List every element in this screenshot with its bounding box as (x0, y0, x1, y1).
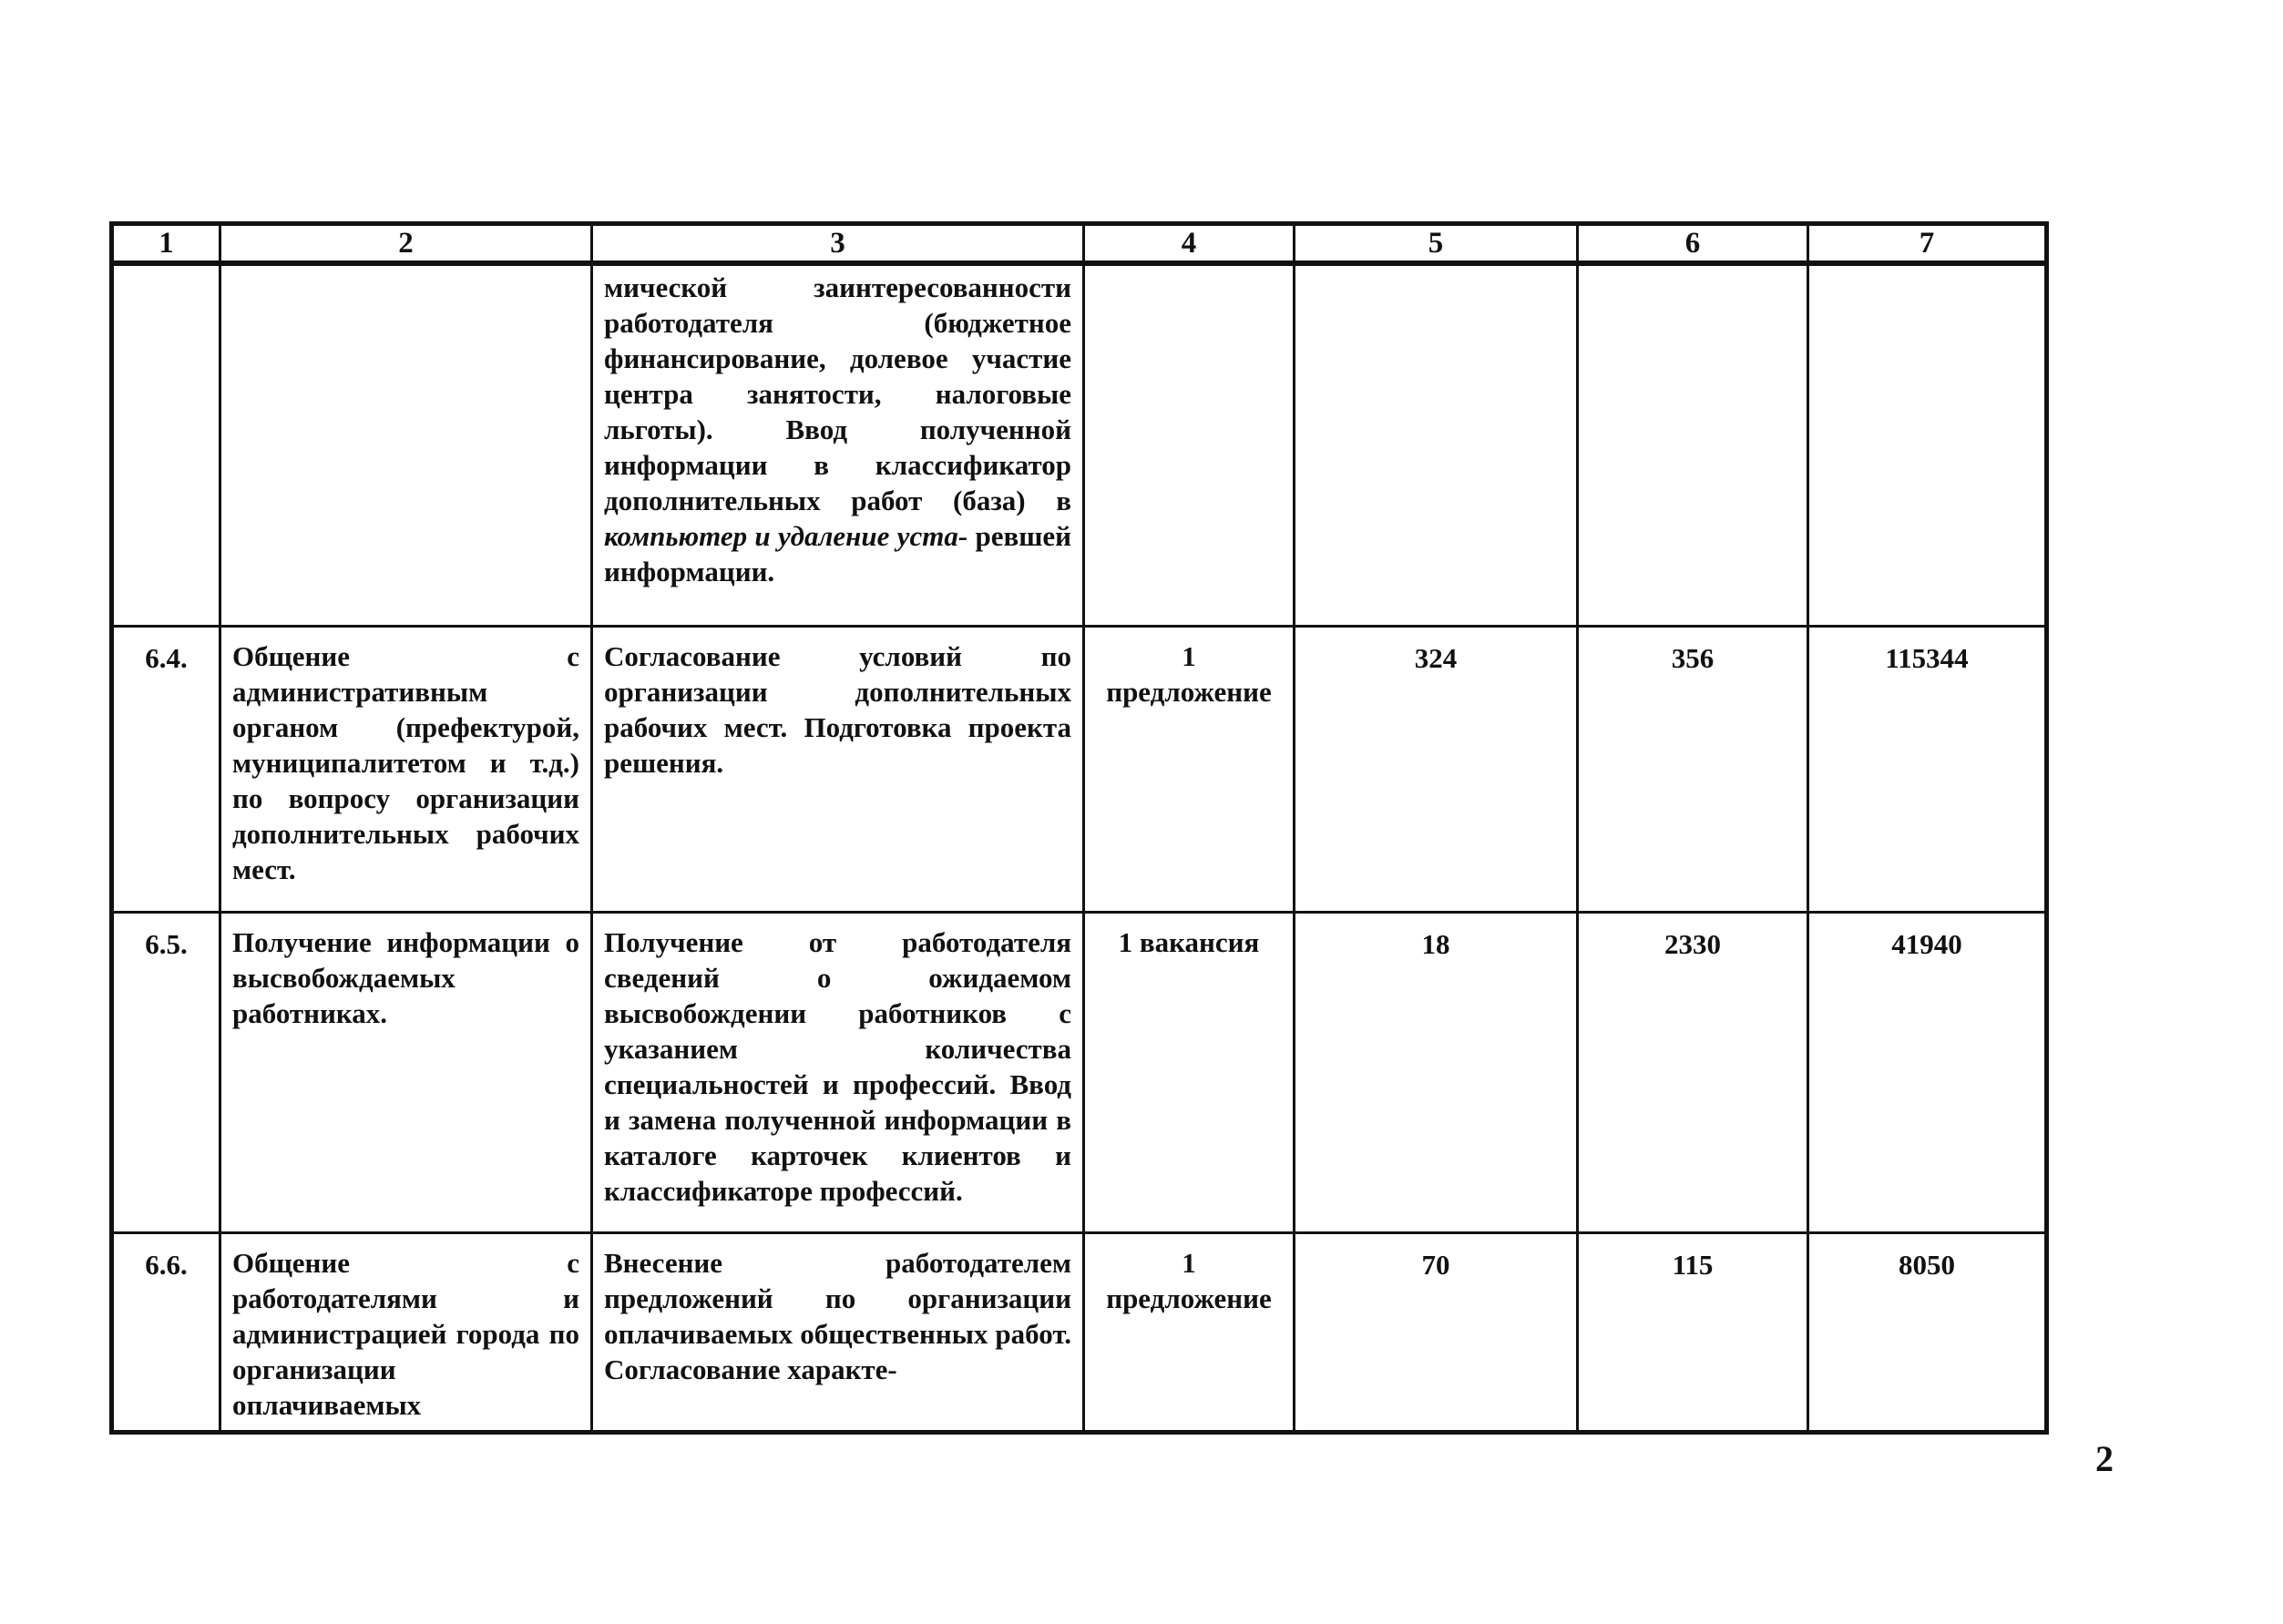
col5-cell (1295, 263, 1578, 626)
operation-cell: Общение с работодателями и администрацией города по организации оплачиваемых (220, 1232, 592, 1432)
row-number: 6.5. (112, 912, 220, 1232)
col6-cell (1578, 263, 1808, 626)
col7-cell: 115344 (1808, 626, 2047, 912)
operation-cell (220, 263, 592, 626)
table-row (112, 912, 2047, 1232)
content-cell: Получение от работодателя сведений о ожидаемом высвобождении работников с указанием количества специальностей и профессий. Ввод и замена полученной информации в каталоге карточек клиентов и классификаторе профессий. (592, 912, 1084, 1232)
header-col-6: 6 (1578, 224, 1808, 264)
header-col-2: 2 (220, 224, 592, 264)
col7-cell (1808, 263, 2047, 626)
page-number: 2 (2095, 1438, 2114, 1479)
col5-cell: 324 (1295, 626, 1578, 912)
content-text: мической заинтересованности работодателя (бюджетное финансирование, долевое участие центра занятости, налоговые льготы). Ввод полученной информации в классификатор дополнительных работ (база) в (604, 271, 1071, 516)
row-number: 6.4. (112, 626, 220, 912)
header-col-7: 7 (1808, 224, 2047, 264)
unit-cell: 1 предложение (1084, 626, 1295, 912)
row-number: 6.6. (112, 1232, 220, 1432)
content-cell: Внесение работодателем предложений по организации оплачиваемых общественных работ. Согласование характе- (592, 1232, 1084, 1432)
header-col-5: 5 (1295, 224, 1578, 264)
col7-cell: 41940 (1808, 912, 2047, 1232)
unit-cell: 1 предложение (1084, 1232, 1295, 1432)
col6-cell: 2330 (1578, 912, 1808, 1232)
table-row (112, 263, 2047, 626)
unit-cell (1084, 263, 1295, 626)
table-row (112, 1232, 2047, 1432)
col5-cell: 18 (1295, 912, 1578, 1232)
unit-cell: 1 вакансия (1084, 912, 1295, 1232)
document-table (109, 221, 2049, 1435)
header-col-3: 3 (592, 224, 1084, 264)
operation-cell: Получение информации о высвобождаемых работниках. (220, 912, 592, 1232)
content-tail-text: ревшей информации. (604, 520, 1071, 587)
header-col-1: 1 (112, 224, 220, 264)
col6-cell: 356 (1578, 626, 1808, 912)
col7-cell: 8050 (1808, 1232, 2047, 1432)
content-cell: Согласование условий по организации дополнительных рабочих мест. Подготовка проекта решения. (592, 626, 1084, 912)
table-row (112, 626, 2047, 912)
header-col-4: 4 (1084, 224, 1295, 264)
content-italic-text: компьютер и удаление уста- (604, 520, 968, 552)
operation-cell: Общение с административным органом (префектурой, муниципалитетом и т.д.) по вопросу организации дополнительных рабочих мест. (220, 626, 592, 912)
row-number (112, 263, 220, 626)
col5-cell: 70 (1295, 1232, 1578, 1432)
content-cell (592, 263, 1084, 626)
col6-cell: 115 (1578, 1232, 1808, 1432)
header-row (112, 224, 2047, 264)
